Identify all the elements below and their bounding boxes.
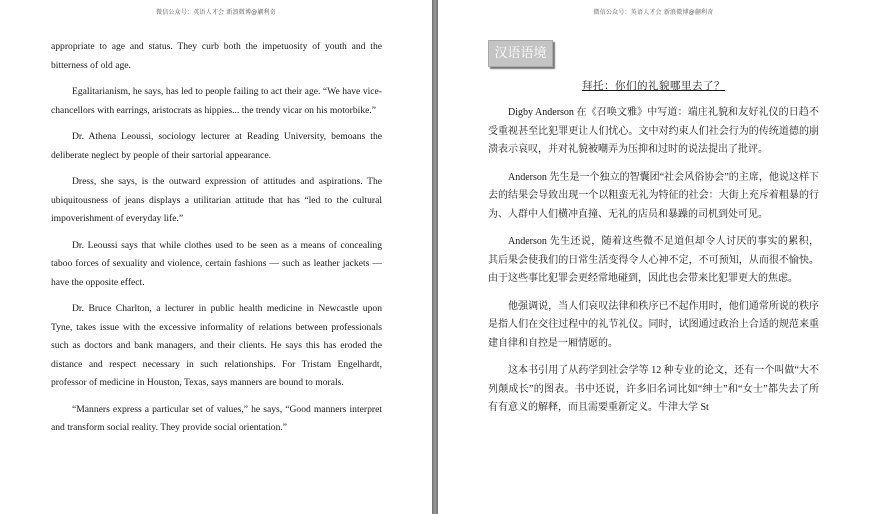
left-page	[0, 0, 432, 514]
section-label: 汉语语境	[488, 40, 553, 67]
paragraph: Dr. Athena Leoussi, sociology lecturer at Reading University, bemoans the deliberate neglect by people of their sartorial appearance.	[51, 131, 382, 161]
paragraph: 这本书引用了从药学到社会学等 12 种专业的论文，还有一个叫做“大不列颠成长”的图表。书中还说，许多旧名词比如“绅士”和“女士”都失去了所有有意义的解释，而且需要重新定义。牛津大学 St	[488, 365, 819, 413]
right-page-header: 微信公众号：英语人才会 新浪微博@蒯利奇	[593, 9, 714, 16]
article-title: 拜托：你们的礼貌哪里去了？	[582, 81, 725, 92]
paragraph: “Manners express a particular set of values,” he says, “Good manners interpret and transform social reality. They provide social orientation.”	[51, 403, 382, 433]
paragraph: Dress, she says, is the outward expression of attitudes and aspirations. The ubiquitousness of jeans displays a utilitarian attitude that has “led to the cultural impoverishment of everyday life.”	[51, 176, 382, 224]
paragraph: Dr. Leoussi says that while clothes used to be seen as a means of concealing taboo forces of sexuality and violence, certain fashions — such as leather jackets — have the opposite effect.	[51, 239, 382, 288]
left-page-header: 微信公众号：英语人才会 新浪微博@蒯利奇	[156, 9, 276, 16]
paragraph: Anderson 先生是一个独立的智囊团“社会风俗协会”的主席，他说这样下去的结果会导致出现一个以粗蛮无礼为特征的社会：大街上充斥着粗暴的行为、人群中人们横冲直撞、无礼的店员和暴躁的司机到处可见。	[488, 171, 819, 220]
left-page-body	[51, 38, 382, 446]
paragraph: Egalitarianism, he says, has led to people failing to act their age. “We have vice-chancellors with earrings, aristocrats as hippies... the trendy vicar on his motorbike.”	[51, 86, 382, 116]
right-page-body	[488, 104, 819, 427]
paragraph: 他强调说，当人们哀叹法律和秩序已不起作用时，他们通常所说的秩序是指人们在交往过程中的礼节礼仪。同时，试图通过政治上合适的规范来重建自律和自控是一厢情愿的。	[488, 300, 819, 349]
paragraph: Dr. Bruce Charlton, a lecturer in public health medicine in Newcastle upon Tyne, takes issue with the excessive informality of relations between professionals such as doctors and bank managers, and their clients. He says this has eroded the distance and respect necessary in such relationships. For Tristam Engelhardt, professor of medicine in Houston, Texas, says manners are bound to morals.	[51, 303, 382, 388]
paragraph: Digby Anderson 在《召唤文雅》中写道：端庄礼貌和友好礼仪的日趋不受重视甚至比犯罪更让人们忧心。文中对约束人们社会行为的传统道德的崩溃表示哀叹，并对礼貌被嘲弄为压抑和过时的说法提出了批评。	[488, 107, 819, 155]
paragraph: appropriate to age and status. They curb both the impetuosity of youth and the bitterness of old age.	[51, 41, 382, 71]
right-page	[438, 0, 869, 514]
paragraph: Anderson 先生还说，随着这些微不足道但却令人讨厌的事实的累积，其后果会使我们的日常生活变得令人心神不定，不可预知，从而很不愉快。由于这些事比犯罪会更经常地碰到，因此也会带来比犯罪更大的焦虑。	[488, 236, 819, 284]
